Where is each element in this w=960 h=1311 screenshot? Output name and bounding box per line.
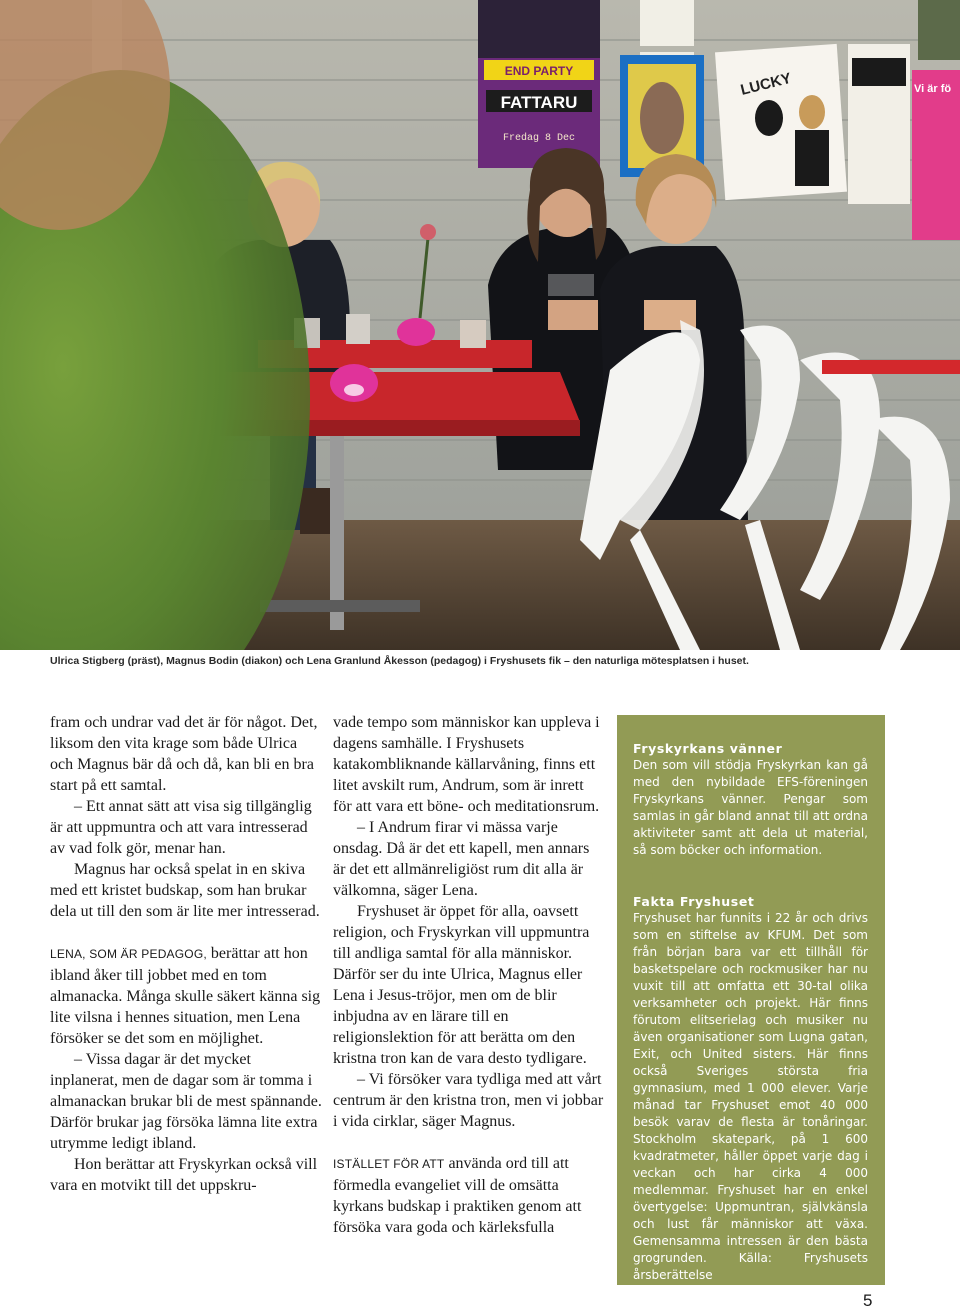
fact-sidebar [617,715,885,1285]
sidebar-text-fryskyrkans-vanner: Den som vill stödja Fryskyrkan kan gå med den nybildade EFS-föreningen Fryskyrkans vänner. Pengar som samlas in går bland annat till att ordna aktiviteter samt att dela ut material, så som böcker och information. [633,758,868,857]
photo-illustration [0,0,960,650]
paragraph: Fryshuset är öppet för alla, oavsett religion, och Fryskyrkan vill uppmuntra till andliga samtal för alla människor. Därför ser du inte Ulrica, Magnus eller Lena i Jesus-tröjor, men om de blir inbjudna av en lärare till en religionslektion för att berätta om den kristna tron kan de vara desto tydligare. [333,903,590,1067]
page-number: 5 [863,1291,873,1310]
paragraph: vade tempo som människor kan uppleva i dagens samhälle. I Fryshusets katakombliknande källarvåning, finns ett litet avskilt rum, Andrum, som är inrett för att vara ett böne- och meditationsrum. [333,714,600,815]
paragraph: – Ett annat sätt att visa sig tillgänglig är att uppmuntra och att vara intresserad av vad folk gör, menar han. [50,798,312,857]
candle-back [397,318,435,346]
poster-party [478,0,600,168]
text-column-2 [333,712,605,1238]
poster-lucky-text: LUCKY [738,69,794,99]
paragraph [50,943,322,1049]
sidebar-heading-fakta-fryshuset: Fakta Fryshuset [633,894,755,909]
paragraph: – Vissa dagar är det mycket inplanerat, men de dagar som är tomma i almanackan brukar bli de mest spännande. Därför brukar jag försöka lämna lite extra utrymme ledigt ibland. [50,1051,322,1152]
paragraph: – Vi försöker vara tydliga med att vårt centrum är den kristna tron, men vi jobbar i vida cirklar, säger Magnus. [333,1071,604,1130]
poster-party-banner: END PARTY [504,64,574,78]
paragraph-rest: använda ord till att förmedla evangeliet vill de omsätta kyrkans budskap i praktiken genom att försöka vara goda och kärleksfulla [333,1155,582,1236]
paragraph-lead: LENA, SOM ÄR PEDAGOG, [50,947,207,961]
poster-party-title: FATTARU [500,93,578,112]
cafe-photo [0,0,960,650]
paragraph: Hon berättar att Fryskyrkan också vill vara en motvikt till det uppskru- [50,1156,318,1194]
paragraph [333,1153,605,1238]
poster-board [848,44,910,204]
text-column-1 [50,712,322,1196]
paragraph-rest: berättar att hon ibland åker till jobbet med en tom almanacka. Många skulle säkert känna sig lite vilsna i hennes situation, men Lena försöker se det som en möjlighet. [50,945,321,1047]
candle-front [330,364,378,402]
poster-right [912,0,960,240]
paragraph: Magnus har också spelat in en skiva med ett kristet budskap, som han brukar dela ut till den som är lite mer intresserad. [50,861,320,920]
paragraph-lead: ISTÄLLET FÖR ATT [333,1157,445,1171]
poster-right-text: Vi är fö [914,83,952,95]
poster-lucky [715,44,847,200]
paragraph: fram och undrar vad det är för något. Det, liksom den vita krage som både Ulrica och Magnus bär då och då, kan bli en bra start på ett samtal. [50,714,318,794]
paragraph: – I Andrum firar vi mässa varje onsdag. Då är det ett kapell, men annars är det ett allmänreligiöst rum dit alla är välkomna, säger Lena. [333,819,590,899]
poster-party-date: Fredag 8 Dec [502,133,576,144]
sidebar-heading-fryskyrkans-vanner: Fryskyrkans vänner [633,741,783,756]
photo-caption: Ulrica Stigberg (präst), Magnus Bodin (diakon) och Lena Granlund Åkesson (pedagog) i Fryshusets fik – den naturliga mötesplatsen i huset. [50,655,749,667]
sidebar-text-fakta-fryshuset: Fryshuset har funnits i 22 år och drivs som en stiftelse av KFUM. Det som från början bara var ett tillhåll för basketspelare och rockmusiker har nu vuxit till att omfatta ett 30-tal olika verksamheter och projekt. Här finns förutom elitserielag och musiker nu även organisationer som Lugna gatan, Exit, och United sisters. Här finns också Sveriges största fria gymnasium, med 1 000 elever. Varje månad tar Fryshuset emot 40 000 besök varav de flesta är tonåringar. Stockholm skatepark, på 1 600 kvadratmeter, håller öppet varje dag i veckan och har cirka 4 000 medlemmar. Fryshuset har en enkel övertygelse: Uppmuntran, självkänsla och lust får människor att växa. Gemensamma intressen är den bästa grogrunden. Källa: Fryshusets årsberättelse [633,911,868,1282]
